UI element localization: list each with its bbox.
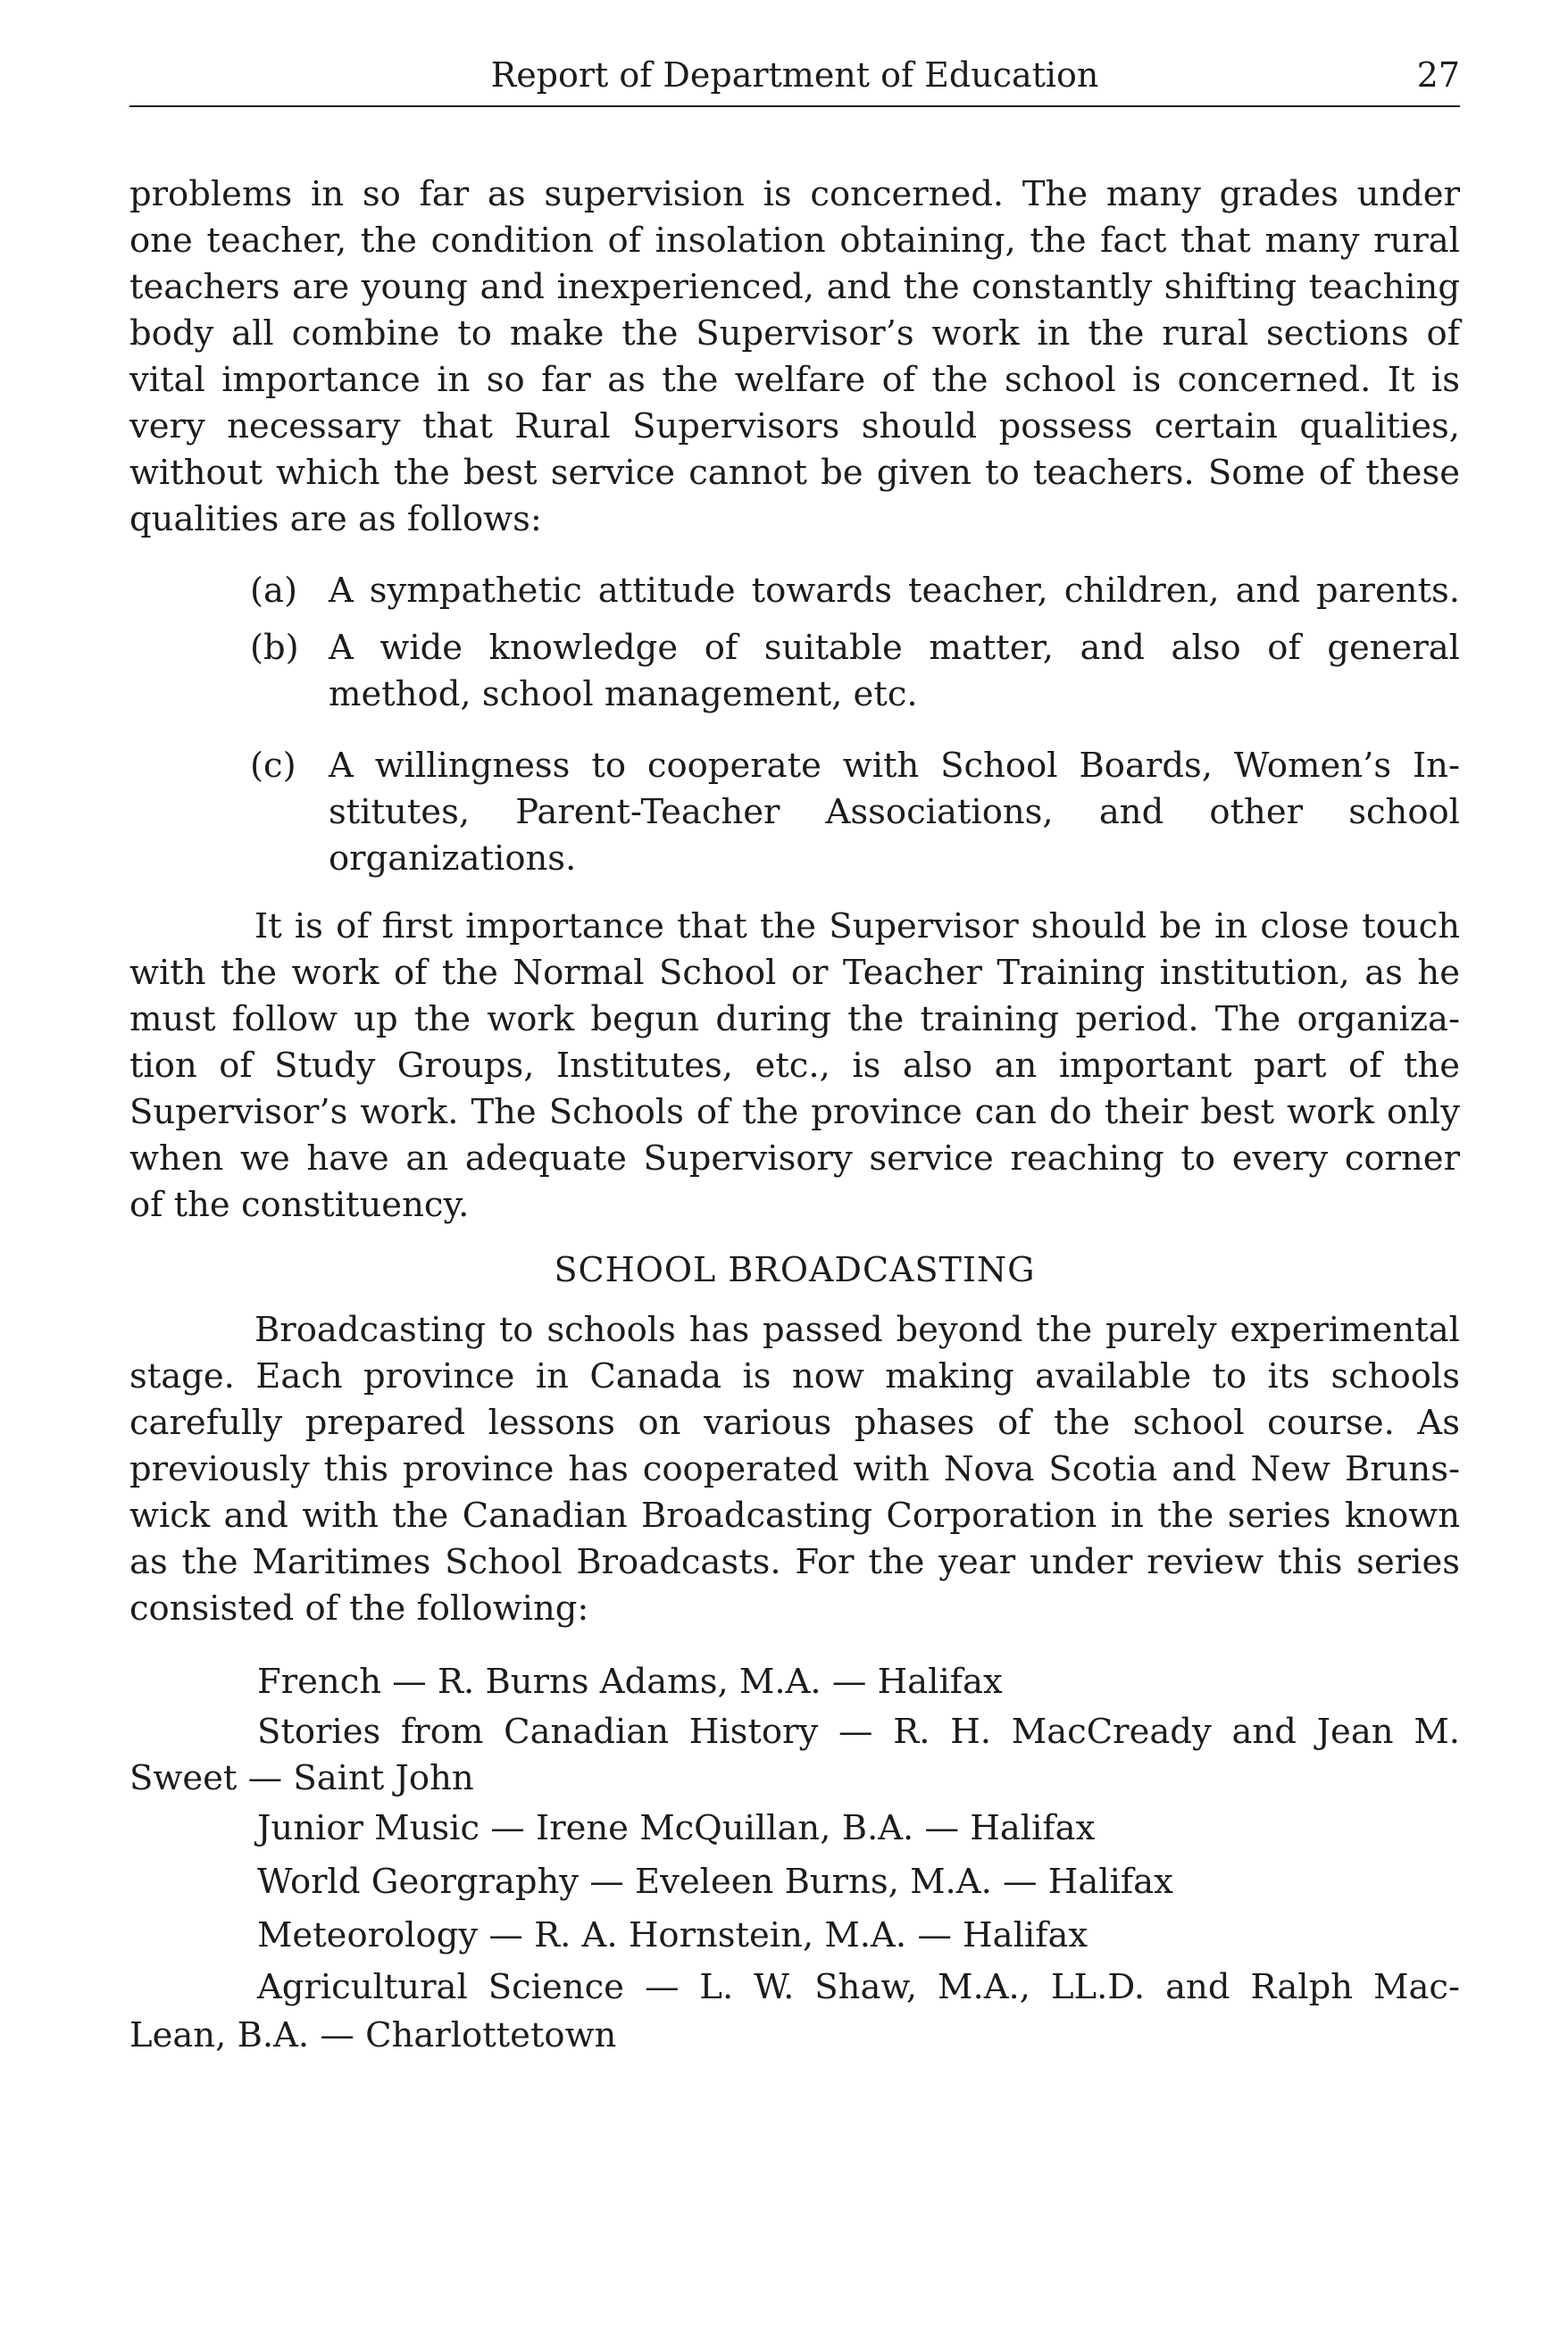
text-line: without which the best service cannot be given to teachers. Some of these — [129, 453, 1460, 493]
text-line: of the constituency. — [129, 1185, 470, 1225]
item-marker: (b) — [250, 628, 299, 668]
text-line: previously this province has cooperated with Nova Scotia and New Bruns- — [129, 1449, 1460, 1489]
text-line: method, school management, etc. — [329, 674, 918, 714]
text-line: as the Maritimes School Broadcasts. For the year under review this series — [129, 1542, 1460, 1582]
broadcast-item-continuation: Lean, B.A. — Charlottetown — [129, 2015, 617, 2055]
paragraph-broadcasting — [129, 1307, 1460, 1632]
broadcast-item: Meteorology — R. A. Hornstein, M.A. — Halifax — [257, 1915, 1088, 1955]
text-line: A wide knowledge of suitable matter, and also of general — [329, 628, 1460, 668]
text-line: consisted of the following: — [129, 1588, 589, 1629]
item-marker: (c) — [250, 746, 296, 786]
text-line: body all combine to make the Supervisor’s work in the rural sections of — [129, 313, 1460, 354]
text-line: must follow up the work begun during the training period. The organiza- — [129, 999, 1460, 1039]
text-line: tion of Study Groups, Institutes, etc., is also an important part of the — [129, 1046, 1460, 1086]
broadcast-item: Agricultural Science — L. W. Shaw, M.A., LL.D. and Ralph Mac- — [257, 1967, 1460, 2007]
broadcast-item: Junior Music — Irene McQuillan, B.A. — Halifax — [257, 1808, 1096, 1848]
text-line: problems in so far as supervision is concerned. The many grades under — [129, 174, 1460, 214]
text-line: stage. Each province in Canada is now making available to its schools — [129, 1356, 1460, 1396]
text-line: when we have an adequate Supervisory service reaching to every corner — [129, 1138, 1460, 1179]
text-line: Broadcasting to schools has passed beyond the purely experimental — [254, 1310, 1460, 1350]
text-line: carefully prepared lessons on various phases of the school course. As — [129, 1403, 1460, 1443]
text-line: wick and with the Canadian Broadcasting Corporation in the series known — [129, 1496, 1460, 1536]
item-marker: (a) — [250, 571, 297, 611]
text-line: vital importance in so far as the welfare of the school is concerned. It is — [129, 360, 1460, 400]
section-heading: SCHOOL BROADCASTING — [554, 1250, 1036, 1289]
text-line: A willingness to cooperate with School Boards, Women’s In- — [329, 746, 1460, 786]
broadcast-item-continuation: Sweet — Saint John — [129, 1758, 474, 1798]
paragraph-supervision — [129, 171, 1460, 543]
text-line: stitutes, Parent-Teacher Associations, and other school — [329, 792, 1460, 832]
broadcast-item: Stories from Canadian History — R. H. MacCready and Jean M. — [257, 1712, 1460, 1752]
header-rule — [129, 105, 1460, 107]
text-line: one teacher, the condition of insolation obtaining, the fact that many rural — [129, 221, 1460, 261]
quality-item-a — [250, 568, 1460, 614]
page-number: 27 — [1416, 55, 1460, 95]
running-header — [129, 55, 1460, 109]
text-line: teachers are young and inexperienced, and the constantly shifting teaching — [129, 267, 1460, 307]
text-line: organizations. — [329, 838, 577, 879]
text-line: A sympathetic attitude towards teacher, children, and parents. — [329, 571, 1460, 611]
text-line: Supervisor’s work. The Schools of the province can do their best work only — [129, 1092, 1460, 1132]
quality-item-c — [250, 743, 1460, 882]
broadcast-item: World Georgraphy — Eveleen Burns, M.A. — Halifax — [257, 1862, 1173, 1902]
text-line: qualities are as follows: — [129, 499, 542, 539]
quality-item-b — [250, 625, 1460, 718]
broadcast-item: French — R. Burns Adams, M.A. — Halifax — [257, 1662, 1003, 1702]
paragraph-normal-school — [129, 904, 1460, 1229]
text-line: It is of first importance that the Supervisor should be in close touch — [254, 906, 1460, 946]
header-title: Report of Department of Education — [490, 55, 1099, 95]
text-line: very necessary that Rural Supervisors should possess certain qualities, — [129, 406, 1460, 446]
text-line: with the work of the Normal School or Teacher Training institution, as he — [129, 953, 1460, 993]
